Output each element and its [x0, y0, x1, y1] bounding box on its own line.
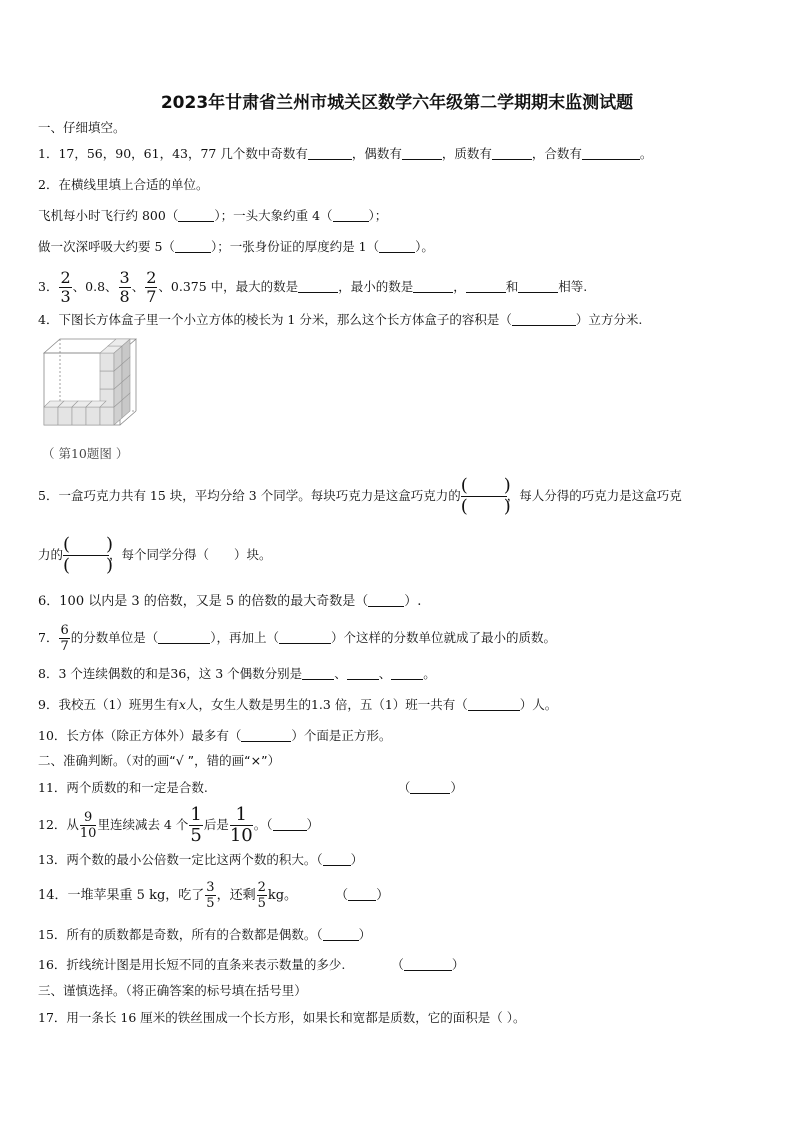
figure-caption: （ 第10题图 ） [42, 446, 129, 461]
answer-blank[interactable] [348, 888, 376, 901]
page-title: 2023年甘肃省兰州市城关区数学六年级第二学期期末监测试题 [160, 93, 634, 113]
question-16: 16．折线统计图是用长短不同的直条来表示数量的多少. （ ） [38, 957, 465, 972]
answer-blank[interactable] [323, 853, 351, 866]
question-2-line-1: 飞机每小时飞行约 800（ ）；一头大象约重 4（ ）； [38, 208, 388, 223]
question-14: 14．一堆苹果重 5 kg，吃了 $\frac{3}{5}$ ，还剩 $\frac{2}{5}$ kg。 （ ） [38, 880, 390, 911]
question-5-line-2: 力的 $\frac{( )}{( )}$ ，每个同学分得（ ）块。 [38, 534, 272, 576]
answer-blank[interactable] [410, 781, 450, 794]
fraction: $\frac{2}{5}$ [257, 880, 266, 911]
fraction-blank[interactable]: $\frac{( )}{( )}$ [63, 534, 114, 576]
fraction: $\frac{2}{7}$ [146, 268, 157, 306]
question-11: 11．两个质数的和一定是合数. （ ） [38, 780, 463, 795]
answer-blank[interactable] [241, 729, 291, 742]
answer-blank[interactable] [582, 147, 640, 160]
fraction: $\frac{9}{10}$ [79, 810, 97, 841]
fraction: $\frac{3}{5}$ [206, 880, 215, 911]
answer-blank[interactable] [466, 280, 506, 293]
question-2-line-2: 做一次深呼吸大约要 5（ ）；一张身份证的厚度约是 1（ ）。 [38, 239, 434, 254]
answer-blank[interactable] [492, 147, 532, 160]
question-15: 15．所有的质数都是奇数，所有的合数都是偶数。（ ） [38, 927, 372, 942]
answer-blank[interactable] [178, 209, 214, 222]
cuboid-box-figure [40, 335, 140, 430]
answer-blank[interactable] [512, 313, 576, 326]
answer-blank[interactable] [347, 667, 379, 680]
fraction: $\frac{1}{10}$ [229, 804, 253, 846]
answer-blank[interactable] [391, 667, 423, 680]
question-1: 1．17，56，90，61，43，77 几个数中奇数有 ，偶数有 ，质数有 ，合数有 。 [38, 146, 653, 161]
question-3: 3． $\frac{2}{3}$ 、0.8、 $\frac{3}{8}$ 、 $\frac{2}{7}$ 、0.375 中，最大的数是 ，最小的数是 ， 和 相等. [38, 268, 588, 306]
question-5-line-1: 5．一盒巧克力共有 15 块，平均分给 3 个同学。每块巧克力是这盒巧克力的 $\frac{( )}{( )}$ ，每人分得的巧克力是这盒巧克 [38, 475, 682, 517]
question-4: 4．下图长方体盒子里一个小立方体的棱长为 1 分米，那么这个长方体盒子的容积是（ ）立方分米. [38, 312, 643, 327]
fraction: $\frac{6}{7}$ [60, 623, 69, 654]
question-12: 12．从 $\frac{9}{10}$ 里连续减去 4 个 $\frac{1}{5}$ 后是 $\frac{1}{10}$ 。（ ） [38, 804, 320, 846]
answer-blank[interactable] [279, 631, 331, 644]
fraction: $\frac{2}{3}$ [60, 268, 71, 306]
question-8: 8．3 个连续偶数的和是36，这 3 个偶数分别是 、 、 。 [38, 666, 436, 681]
fraction: $\frac{3}{8}$ [119, 268, 130, 306]
question-2-heading: 2．在横线里填上合适的单位。 [38, 177, 209, 192]
answer-blank[interactable] [402, 147, 442, 160]
answer-blank[interactable] [273, 818, 307, 831]
question-10: 10．长方体（除正方体外）最多有（ ）个面是正方形。 [38, 728, 392, 743]
answer-blank[interactable] [333, 209, 369, 222]
answer-blank[interactable] [518, 280, 558, 293]
question-7: 7． $\frac{6}{7}$ 的分数单位是（ ），再加上（ ）个这样的分数单位就成了最小的质数。 [38, 623, 557, 654]
section-2-heading: 二、准确判断。（对的画“√ ”，错的画“×”） [38, 753, 281, 768]
question-6: 6．100 以内是 3 的倍数，又是 5 的倍数的最大奇数是（ ）. [38, 594, 422, 609]
answer-blank[interactable] [302, 667, 334, 680]
section-1-heading: 一、仔细填空。 [38, 120, 126, 135]
fraction: $\frac{1}{5}$ [190, 804, 202, 846]
answer-blank[interactable] [323, 928, 359, 941]
answer-blank[interactable] [413, 280, 453, 293]
answer-blank[interactable] [308, 147, 352, 160]
answer-blank[interactable] [404, 958, 452, 971]
answer-blank[interactable] [175, 240, 211, 253]
fraction-blank[interactable]: $\frac{( )}{( )}$ [460, 475, 511, 517]
answer-blank[interactable] [379, 240, 415, 253]
question-17: 17．用一条长 16 厘米的铁丝围成一个长方形，如果长和宽都是质数，它的面积是（ ）。 [38, 1010, 526, 1025]
answer-blank[interactable] [468, 698, 520, 711]
question-13: 13．两个数的最小公倍数一定比这两个数的积大。（ ） [38, 852, 364, 867]
section-3-heading: 三、谨慎选择。（将正确答案的标号填在括号里） [38, 983, 307, 998]
question-9: 9．我校五（1）班男生有x人，女生人数是男生的1.3 倍，五（1）班一共有（ ）人。 [38, 697, 558, 712]
answer-blank[interactable] [298, 280, 338, 293]
answer-blank[interactable] [158, 631, 210, 644]
answer-blank[interactable] [368, 594, 404, 607]
